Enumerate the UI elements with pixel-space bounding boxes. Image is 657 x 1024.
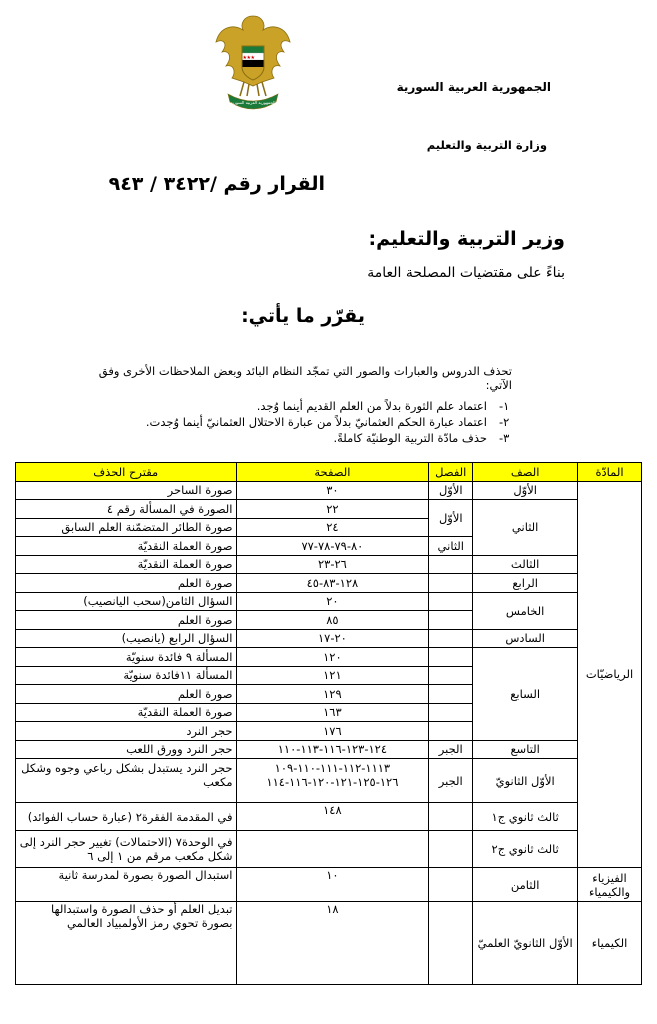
proposal-cell: صورة الطائر المتضمّنة العلم السابق: [16, 518, 237, 537]
table-row: [16, 592, 642, 611]
term-cell: الثاني: [429, 537, 473, 556]
emblem-ribbon-text: الجمهورية العربية السورية: [230, 100, 276, 105]
term-cell: [429, 666, 473, 685]
page-cell: ٢٠: [236, 592, 429, 611]
term-cell: [429, 831, 473, 868]
term-cell: [429, 648, 473, 667]
header-proposal: مقترح الحذف: [16, 463, 237, 482]
grade-cell: الأوّل: [473, 481, 578, 500]
term-cell: [429, 611, 473, 630]
page-cell: ٢٦-٢٣: [236, 555, 429, 574]
page-cell: ١٧٦: [236, 722, 429, 741]
table-row: [16, 500, 642, 519]
proposal-cell: صورة العملة النقديّة: [16, 537, 237, 556]
page-cell: ١٢٤-١٢٣-١١٦-١١٣-١١٠: [236, 740, 429, 759]
grade-cell: الأوّل الثانويّ: [473, 759, 578, 803]
deletions-table: [15, 462, 642, 985]
table-row: [16, 555, 642, 574]
grade-cell: الثامن: [473, 868, 578, 902]
page-cell: ٣٠: [236, 481, 429, 500]
page-cell: ٢٠-١٧: [236, 629, 429, 648]
table-row: [16, 574, 642, 593]
subject-cell: الرياضيّات: [578, 481, 642, 868]
table-row: [16, 831, 642, 868]
page-cell: ١٢٩: [236, 685, 429, 704]
table-row: [16, 648, 642, 667]
svg-text:★: ★: [250, 55, 255, 61]
term-cell: [429, 722, 473, 741]
grade-cell: السابع: [473, 648, 578, 741]
header-term: الفصل: [429, 463, 473, 482]
subject-cell: الكيمياء: [578, 902, 642, 985]
page-cell: ١١١٣-١١٢-١١١-١١٠-١٠٩ ١٢٦-١٢٥-١٢١-١٢٠-١١٦-١١٤: [236, 759, 429, 803]
list-item: ٢- اعتماد عبارة الحكم العثمانيّ بدلاً من عبارة الاحتلال العثمانيّ أينما وُجدت.: [145, 415, 510, 429]
page-cell: ١٠: [236, 868, 429, 902]
table-row: [16, 803, 642, 831]
term-cell: الجبر: [429, 740, 473, 759]
term-cell: [429, 868, 473, 902]
intro-paragraph: تحذف الدروس والعبارات والصور التي تمجّد النظام البائد وبعض الملاحظات الأخرى وفق الآتي:: [98, 364, 512, 392]
proposal-cell: في الوحدة٧ (الاحتمالات) تغيير حجر النرد إلى شكل مكعب مرقم من ١ إلى ٦: [16, 831, 237, 868]
term-cell: [429, 629, 473, 648]
term-cell: الجبر: [429, 759, 473, 803]
proposal-cell: حجر النرد: [16, 722, 237, 741]
country-name: الجمهورية العربية السورية: [396, 80, 551, 94]
proposal-cell: الصورة في المسألة رقم ٤: [16, 500, 237, 519]
table-row: [16, 759, 642, 803]
header-subject: المادّة: [578, 463, 642, 482]
proposal-cell: صورة العلم: [16, 685, 237, 704]
proposal-cell: المسألة ٩ فائدة سنويّة: [16, 648, 237, 667]
proposal-cell: صورة العملة النقديّة: [16, 703, 237, 722]
proposal-cell: استبدال الصورة بصورة لمدرسة ثانية: [16, 868, 237, 902]
page-cell: ١٤٨: [236, 803, 429, 831]
proposal-cell: صورة العملة النقديّة: [16, 555, 237, 574]
grade-cell: السادس: [473, 629, 578, 648]
grade-cell: الثالث: [473, 555, 578, 574]
list-item: ١- اعتماد علم الثورة بدلاً من العلم القديم أينما وُجد.: [256, 399, 510, 413]
term-cell: [429, 555, 473, 574]
svg-text:★: ★: [242, 55, 247, 61]
decision-items: [146, 398, 515, 446]
table-header-row: [16, 463, 642, 482]
decision-number: القرار رقم /٣٤٢٢ / ٩٤٣: [108, 173, 325, 195]
subject-cell: الفيزياء والكيمياء: [578, 868, 642, 902]
grade-cell: الخامس: [473, 592, 578, 629]
page-cell: ٢٢: [236, 500, 429, 519]
term-cell: [429, 592, 473, 611]
minister-heading: وزير التربية والتعليم:: [368, 228, 565, 250]
svg-text:★: ★: [246, 55, 251, 61]
ministry-name: وزارة التربية والتعليم: [426, 138, 547, 152]
syrian-eagle-emblem: [214, 12, 292, 122]
grade-cell: ثالث ثانوي ج١: [473, 803, 578, 831]
page-cell: ٢٤: [236, 518, 429, 537]
table-row: [16, 868, 642, 902]
proposal-cell: المسألة ١١فائدة سنويّة: [16, 666, 237, 685]
page-cell: [236, 831, 429, 868]
header-grade: الصف: [473, 463, 578, 482]
proposal-cell: حجر النرد يستبدل بشكل رباعي وجوه وشكل مكعب: [16, 759, 237, 803]
page-cell: ١٦٣: [236, 703, 429, 722]
table-row: [16, 481, 642, 500]
list-item: ٣- حذف مادّة التربية الوطنيّة كاملةً.: [333, 431, 510, 445]
proposal-cell: السؤال الرابع (يانصيب): [16, 629, 237, 648]
page-cell: ١٢٠: [236, 648, 429, 667]
term-cell: [429, 902, 473, 985]
term-cell: الأوّل: [429, 481, 473, 500]
page-cell: ٨٥: [236, 611, 429, 630]
table-row: [16, 629, 642, 648]
table-row: [16, 740, 642, 759]
page-cell: ١٨: [236, 902, 429, 985]
term-cell: [429, 685, 473, 704]
page-cell: ١٢٨-٨٣-٤٥: [236, 574, 429, 593]
proposal-cell: تبديل العلم أو حذف الصورة واستبدالها بصورة تحوي رمز الأولمبياد العالمي: [16, 902, 237, 985]
grade-cell: التاسع: [473, 740, 578, 759]
grade-cell: الأوّل الثانويّ العلميّ: [473, 902, 578, 985]
proposal-cell: السؤال الثامن(سحب اليانصيب): [16, 592, 237, 611]
proposal-cell: في المقدمة الفقرة٢ (عبارة حساب الفوائد): [16, 803, 237, 831]
term-cell: [429, 803, 473, 831]
proposal-cell: صورة العلم: [16, 574, 237, 593]
proposal-cell: حجر النرد وورق اللعب: [16, 740, 237, 759]
proposal-cell: صورة الساحر: [16, 481, 237, 500]
grade-cell: الرابع: [473, 574, 578, 593]
page-cell: ١٢١: [236, 666, 429, 685]
header-page: الصفحة: [236, 463, 429, 482]
page-cell: ٨٠-٧٩-٧٨-٧٧: [236, 537, 429, 556]
term-cell: [429, 574, 473, 593]
table-row: [16, 902, 642, 985]
term-cell: [429, 703, 473, 722]
pursuant-line: بناءً على مقتضيات المصلحة العامة: [367, 265, 565, 281]
grade-cell: ثالث ثانوي ج٢: [473, 831, 578, 868]
term-cell: الأوّل: [429, 500, 473, 537]
decides-heading: يقرّر ما يأتي:: [241, 305, 365, 327]
proposal-cell: صورة العلم: [16, 611, 237, 630]
grade-cell: الثاني: [473, 500, 578, 556]
